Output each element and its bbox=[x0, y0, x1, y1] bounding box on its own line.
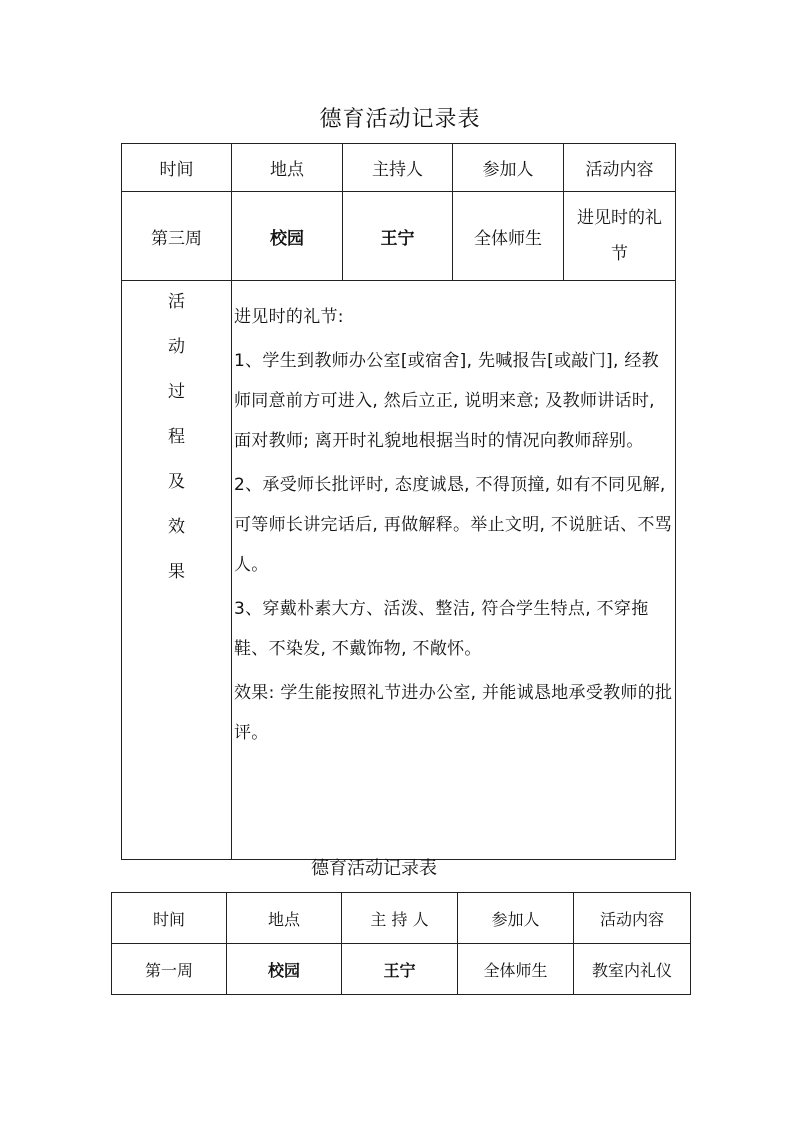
second-title: 德育活动记录表 bbox=[311, 858, 437, 879]
label-char: 过 bbox=[168, 382, 185, 402]
cell-time: 第一周 bbox=[112, 944, 227, 995]
header-content: 活动内容 bbox=[574, 893, 691, 944]
header-host: 主 持 人 bbox=[342, 893, 458, 944]
paragraph-2: 2、承受师长批评时, 态度诚恳, 不得顶撞, 如有不同见解, 可等师长讲完话后, 再做解释。举止文明, 不说脏话、不骂人。 bbox=[234, 475, 673, 575]
cell-participants: 全体师生 bbox=[458, 944, 574, 995]
table-header-row bbox=[122, 144, 676, 192]
paragraph-heading: 进见时的礼节: bbox=[234, 307, 344, 327]
label-char: 果 bbox=[168, 562, 185, 582]
header-participants: 参加人 bbox=[453, 144, 564, 192]
cell-content: 教室内礼仪 bbox=[574, 944, 691, 995]
table-header-row bbox=[112, 893, 691, 944]
paragraph-effect: 效果: 学生能按照礼节进办公室, 并能诚恳地承受教师的批评。 bbox=[234, 683, 673, 743]
paragraph-3: 3、穿戴朴素大方、活泼、整洁, 符合学生特点, 不穿拖鞋、不染发, 不戴饰物, 不敞怀。 bbox=[234, 599, 649, 659]
label-char: 活 bbox=[168, 292, 185, 312]
cell-content bbox=[564, 192, 676, 281]
record-table-2 bbox=[111, 892, 691, 995]
cell-participants: 全体师生 bbox=[453, 192, 564, 281]
process-content bbox=[232, 281, 676, 860]
header-time: 时间 bbox=[112, 893, 227, 944]
cell-place: 校园 bbox=[227, 944, 342, 995]
cell-host: 王宁 bbox=[343, 192, 453, 281]
header-host: 主持人 bbox=[343, 144, 453, 192]
cell-host: 王宁 bbox=[342, 944, 458, 995]
table-row bbox=[122, 192, 676, 281]
process-label bbox=[122, 281, 232, 860]
header-time: 时间 bbox=[122, 144, 232, 192]
cell-time: 第三周 bbox=[122, 192, 232, 281]
header-content: 活动内容 bbox=[564, 144, 676, 192]
label-char: 及 bbox=[168, 472, 185, 492]
table-row bbox=[112, 944, 691, 995]
label-char: 动 bbox=[168, 337, 185, 357]
process-row bbox=[122, 281, 676, 860]
cell-place: 校园 bbox=[232, 192, 343, 281]
page-title: 德育活动记录表 bbox=[319, 107, 481, 132]
header-participants: 参加人 bbox=[458, 893, 574, 944]
paragraph-1: 1、学生到教师办公室[或宿舍], 先喊报告[或敲门], 经教师同意前方可进入, 然后立正, 说明来意; 及教师讲话时, 面对教师; 离开时礼貌地根据当时的情况向教师辞别。 bbox=[234, 351, 659, 451]
header-place: 地点 bbox=[227, 893, 342, 944]
header-place: 地点 bbox=[232, 144, 343, 192]
label-char: 效 bbox=[168, 517, 185, 537]
label-char: 程 bbox=[168, 427, 185, 447]
cell-content-text: 进见时的礼节 bbox=[577, 208, 662, 264]
record-table-1 bbox=[121, 143, 676, 860]
